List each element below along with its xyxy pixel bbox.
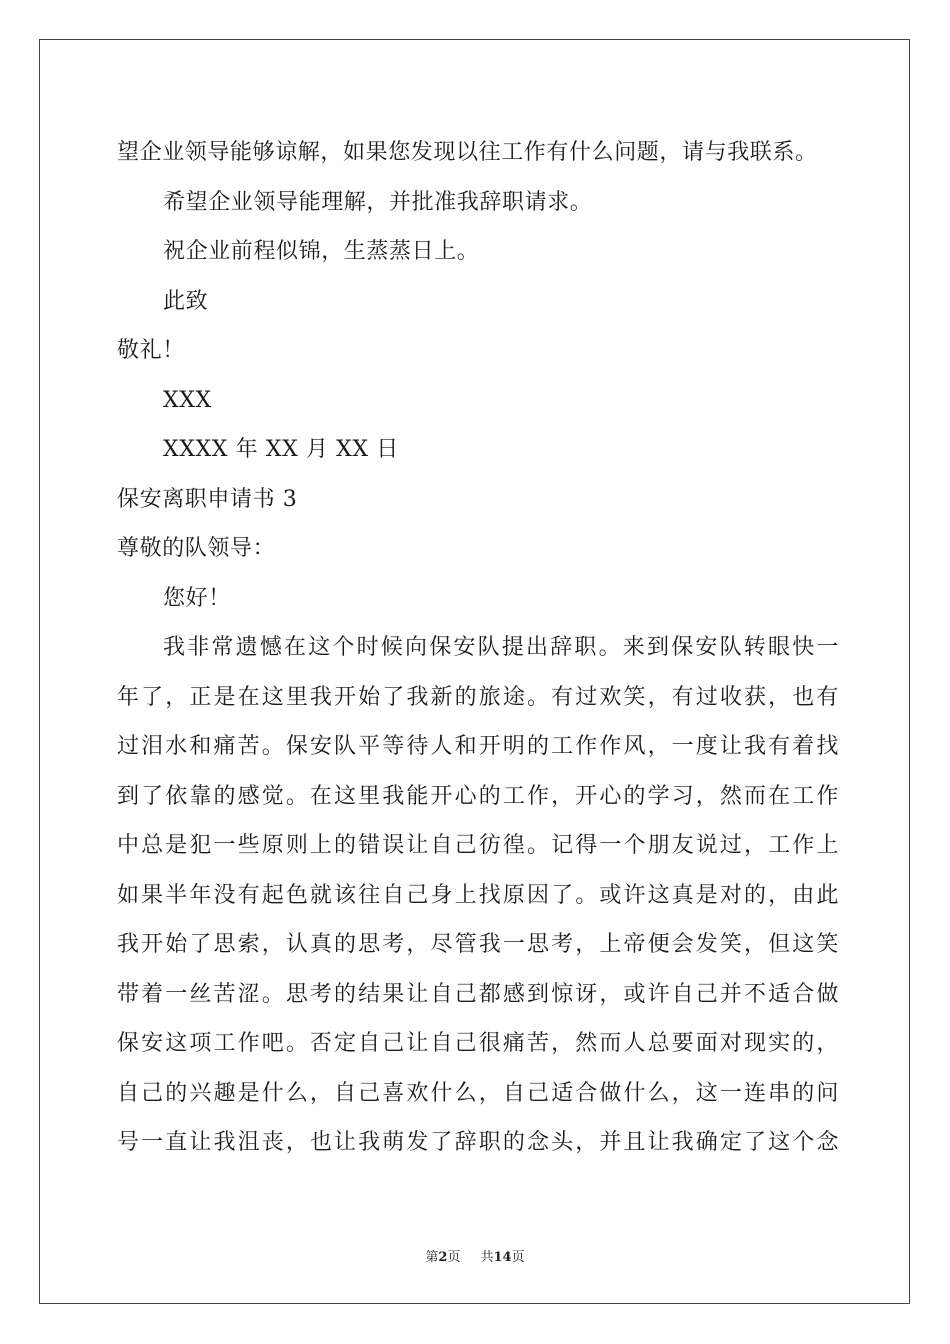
- paragraph-line: 号一直让我沮丧，也让我萌发了辞职的念头，并且让我确定了这个念: [117, 1130, 839, 1155]
- letter-greeting: 您好！: [163, 585, 231, 611]
- text-line: 希望企业领导能理解，并批准我辞职请求。: [163, 189, 593, 215]
- paragraph-line: 我非常遗憾在这个时候向保安队提出辞职。来到保安队转眼快一: [163, 635, 839, 660]
- total-suffix: 页: [511, 1250, 525, 1265]
- closing-salutation: 此致: [163, 288, 209, 314]
- paragraph-line: 过泪水和痛苦。保安队平等待人和开明的工作作风，一度让我有着找: [117, 734, 839, 759]
- page-number: 2: [438, 1250, 448, 1265]
- section-title: 保安离职申请书 3: [117, 486, 298, 512]
- paragraph-line: 带着一丝苦涩。思考的结果让自己都感到惊讶，或许自己并不适合做: [117, 981, 839, 1007]
- paragraph-line: 我开始了思索，认真的思考，尽管我一思考，上帝便会发笑，但这笑: [117, 932, 839, 957]
- text-line: 望企业领导能够谅解，如果您发现以往工作有什么问题，请与我联系。: [117, 140, 818, 165]
- document-body: [117, 128, 839, 1168]
- paragraph-line: 到了依靠的感觉。在这里我能开心的工作，开心的学习，然而在工作: [117, 783, 839, 809]
- signature-name: XXX: [163, 387, 212, 413]
- paragraph-line: 如果半年没有起色就该往自己身上找原因了。或许这真是对的，由此: [117, 882, 839, 908]
- page-prefix: 第: [425, 1250, 439, 1265]
- paragraph-line: 中总是犯一些原则上的错误让自己彷徨。记得一个朋友说过，工作上: [117, 833, 839, 858]
- paragraph-line: 自己的兴趣是什么，自己喜欢什么，自己适合做什么，这一连串的问: [117, 1080, 839, 1106]
- page-suffix: 页: [447, 1250, 461, 1265]
- total-prefix: 共: [480, 1250, 494, 1265]
- letter-salutation: 尊敬的队领导：: [117, 536, 276, 561]
- total-pages: 14: [493, 1250, 512, 1265]
- page-footer: [0, 1246, 950, 1265]
- closing-respect: 敬礼！: [117, 338, 185, 363]
- text-line: 祝企业前程似锦，生蒸蒸日上。: [163, 239, 480, 264]
- paragraph-line: 保安这项工作吧。否定自己让自己很痛苦，然而人总要面对现实的，: [117, 1031, 839, 1056]
- signature-date: XXXX 年 XX 月 XX 日: [163, 437, 399, 462]
- paragraph-line: 年了，正是在这里我开始了我新的旅途。有过欢笑，有过收获，也有: [117, 684, 839, 710]
